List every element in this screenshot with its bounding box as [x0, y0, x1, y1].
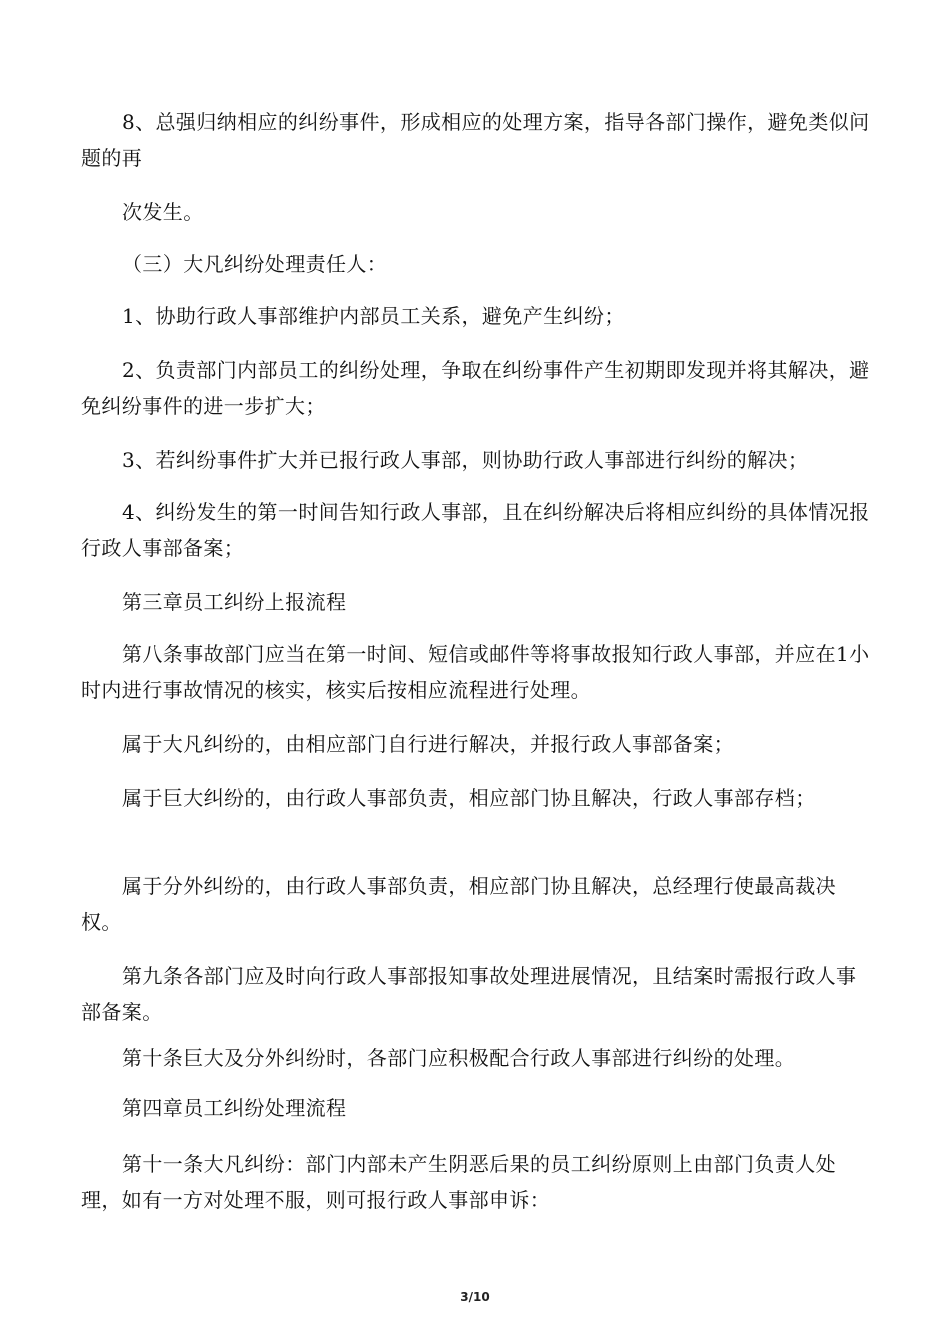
paragraph-major-dispute: 属于巨大纠纷的，由行政人事部负责，相应部门协且解决，行政人事部存档；: [122, 786, 816, 810]
paragraph-special-dispute: 属于分外纠纷的，由行政人事部负责，相应部门协且解决，总经理行使最高裁决权。: [81, 874, 836, 934]
article-8: 第八条事故部门应当在第一时间、短信或邮件等将事故报知行政人事部，并应在1小时内进行事故情况的核实，核实后按相应流程进行处理。: [81, 642, 870, 702]
article-11: 第十一条大凡纠纷：部门内部未产生阴恶后果的员工纠纷原则上由部门负责人处理，如有一方对处理不服，则可报行政人事部申诉：: [81, 1152, 836, 1212]
paragraph-duty-2: 2、负责部门内部员工的纠纷处理，争取在纠纷事件产生初期即发现并将其解决，避免纠纷事件的进一步扩大；: [81, 358, 870, 418]
paragraph-duty-3: 3、若纠纷事件扩大并已报行政人事部，则协助行政人事部进行纠纷的解决；: [122, 448, 809, 472]
paragraph-duty-4: 4、纠纷发生的第一时间告知行政人事部，且在纠纷解决后将相应纠纷的具体情况报行政人事部备案；: [81, 500, 870, 560]
article-10: 第十条巨大及分外纠纷时，各部门应积极配合行政人事部进行纠纷的处理。: [122, 1046, 796, 1070]
section-heading-responsible-person: （三）大凡纠纷处理责任人：: [122, 252, 388, 276]
paragraph-duty-1: 1、协助行政人事部维护内部员工关系，避免产生纠纷；: [122, 304, 625, 328]
paragraph-ordinary-dispute: 属于大凡纠纷的，由相应部门自行进行解决，并报行政人事部备案；: [122, 732, 734, 756]
chapter-heading-4: 第四章员工纠纷处理流程: [122, 1096, 347, 1120]
chapter-heading-3: 第三章员工纠纷上报流程: [122, 590, 347, 614]
article-9: 第九条各部门应及时向行政人事部报知事故处理进展情况，且结案时需报行政人事部备案。: [81, 964, 857, 1024]
paragraph-item-8: 8、总强归纳相应的纠纷事件，形成相应的处理方案，指导各部门操作，避免类似问题的再: [81, 110, 870, 170]
paragraph-continuation: 次发生。: [122, 200, 204, 224]
page-number: 3/10: [460, 1290, 490, 1304]
